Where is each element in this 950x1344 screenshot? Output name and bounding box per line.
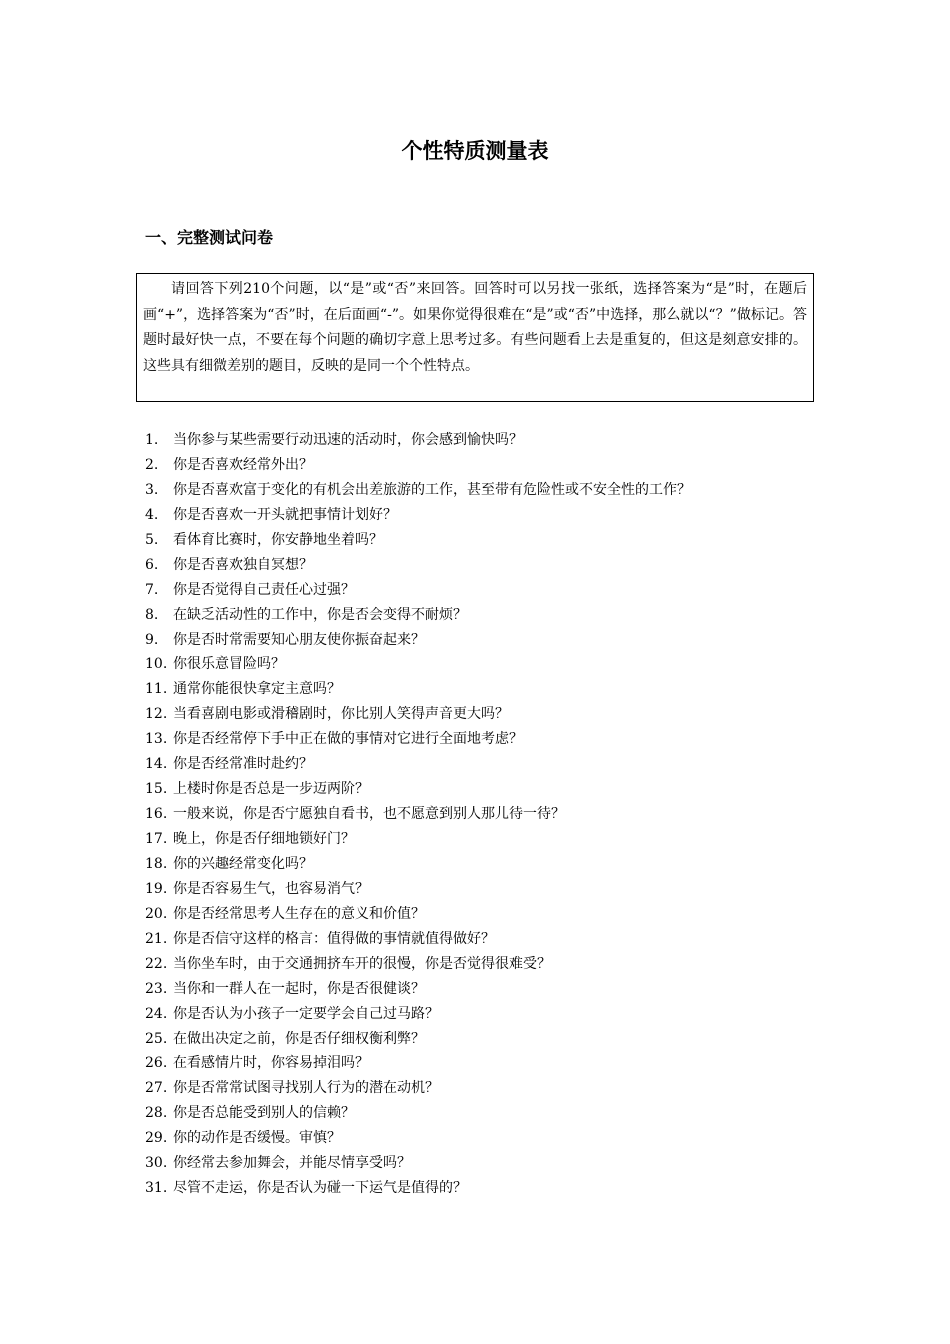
question-number: 17. xyxy=(145,831,168,847)
question-item xyxy=(145,902,825,927)
question-list xyxy=(145,428,825,1201)
question-number: 16. xyxy=(145,806,168,823)
question-item xyxy=(145,652,825,677)
question-item xyxy=(145,1027,825,1052)
question-text: 你是否总能受到别人的信赖？ xyxy=(173,1105,355,1122)
question-text: 上楼时你是否总是一步迈两阶？ xyxy=(173,781,369,798)
question-item xyxy=(145,1051,825,1076)
question-number: 8. xyxy=(145,606,159,623)
question-item xyxy=(145,1076,825,1101)
question-number: 10. xyxy=(145,656,168,673)
question-item xyxy=(145,852,825,877)
question-number: 12. xyxy=(145,706,168,723)
section-heading: 一、完整测试问卷 xyxy=(145,228,274,247)
question-text: 你是否喜欢一开头就把事情计划好？ xyxy=(173,506,397,523)
question-number: 2. xyxy=(145,456,159,473)
question-item xyxy=(145,802,825,827)
question-number: 28. xyxy=(145,1105,168,1122)
question-text: 在看感情片时，你容易掉泪吗？ xyxy=(173,1055,369,1072)
question-number: 14. xyxy=(145,756,168,773)
question-number: 24. xyxy=(145,1005,168,1022)
question-item xyxy=(145,628,825,653)
question-item xyxy=(145,503,825,528)
question-item xyxy=(145,927,825,952)
question-text: 你是否经常停下手中正在做的事情对它进行全面地考虑？ xyxy=(173,731,523,748)
question-number: 9. xyxy=(145,631,159,648)
question-item xyxy=(145,702,825,727)
question-item xyxy=(145,952,825,977)
question-text: 你的动作是否缓慢。审慎？ xyxy=(173,1130,341,1147)
question-item xyxy=(145,1176,825,1201)
question-text: 在缺乏活动性的工作中，你是否会变得不耐烦？ xyxy=(173,606,467,623)
question-item xyxy=(145,478,825,503)
question-item xyxy=(145,528,825,553)
question-number: 7. xyxy=(145,581,159,598)
question-text: 尽管不走运，你是否认为碰一下运气是值得的？ xyxy=(173,1180,467,1197)
question-item xyxy=(145,1101,825,1126)
question-number: 30. xyxy=(145,1155,168,1172)
question-text: 你是否经常思考人生存在的意义和价值？ xyxy=(173,905,425,922)
question-text: 当你和一群人在一起时，你是否很健谈？ xyxy=(173,980,425,997)
question-item xyxy=(145,578,825,603)
question-text: 你是否时常需要知心朋友使你振奋起来？ xyxy=(173,631,425,648)
question-number: 11. xyxy=(145,681,168,698)
question-item xyxy=(145,877,825,902)
question-text: 在做出决定之前，你是否仔细权衡利弊？ xyxy=(173,1030,425,1047)
question-number: 6. xyxy=(145,556,159,573)
question-text: 你是否常常试图寻找别人行为的潜在动机？ xyxy=(173,1080,439,1097)
question-item xyxy=(145,1002,825,1027)
question-text: 你经常去参加舞会，并能尽情享受吗？ xyxy=(173,1155,411,1172)
question-item xyxy=(145,977,825,1002)
question-number: 23. xyxy=(145,980,168,997)
question-text: 当看喜剧电影或滑稽剧时，你比别人笑得声音更大吗？ xyxy=(173,706,509,723)
question-number: 25. xyxy=(145,1030,168,1047)
question-number: 18. xyxy=(145,855,168,872)
question-item xyxy=(145,603,825,628)
question-text: 你很乐意冒险吗？ xyxy=(173,656,285,673)
question-number: 21. xyxy=(145,930,168,947)
question-item xyxy=(145,827,825,852)
question-item xyxy=(145,777,825,802)
question-item xyxy=(145,727,825,752)
question-item xyxy=(145,1126,825,1151)
instructions-box: 请回答下列210个问题，以“是”或“否”来回答。回答时可以另找一张纸，选择答案为“是”时，在题后画“+”，选择答案为“否”时，在后面画“-”。如果你觉得很难在“是”或“否”中选择，那么就以“？”做标记。答题时最好快一点，不要在每个问题的确切字意上思考过多。有些问题看上去是重复的，但这是刻意安排的。这些具有细微差别的题目，反映的是同一个个性特点。 xyxy=(136,273,814,402)
question-number: 31. xyxy=(145,1180,168,1197)
question-number: 26. xyxy=(145,1055,168,1072)
question-text: 看体育比赛时，你安静地坐着吗？ xyxy=(173,531,383,548)
question-text: 你是否认为小孩子一定要学会自己过马路？ xyxy=(173,1005,439,1022)
question-number: 15. xyxy=(145,781,168,798)
question-text: 通常你能很快拿定主意吗？ xyxy=(173,681,341,698)
question-text: 你是否信守这样的格言：值得做的事情就值得做好？ xyxy=(173,930,495,947)
question-item xyxy=(145,1151,825,1176)
question-number: 4. xyxy=(145,506,159,523)
question-text: 你是否喜欢经常外出？ xyxy=(173,456,313,473)
question-text: 你是否喜欢独自冥想？ xyxy=(173,556,313,573)
question-text: 你的兴趣经常变化吗？ xyxy=(173,855,313,872)
question-text: 你是否喜欢富于变化的有机会出差旅游的工作，甚至带有危险性或不安全性的工作？ xyxy=(173,481,691,498)
question-item xyxy=(145,752,825,777)
question-text: 当你参与某些需要行动迅速的活动时，你会感到愉快吗？ xyxy=(173,432,523,448)
question-number: 19. xyxy=(145,880,168,897)
question-item xyxy=(145,677,825,702)
page-title: 个性特质测量表 xyxy=(401,139,549,163)
question-text: 晚上，你是否仔细地锁好门？ xyxy=(173,831,355,847)
question-number: 13. xyxy=(145,731,168,748)
question-text: 你是否经常准时赴约？ xyxy=(173,756,313,773)
question-number: 20. xyxy=(145,905,168,922)
question-item xyxy=(145,553,825,578)
question-number: 1. xyxy=(145,432,159,448)
question-number: 3. xyxy=(145,481,159,498)
question-text: 一般来说，你是否宁愿独自看书，也不愿意到别人那儿待一待？ xyxy=(173,806,565,823)
question-text: 你是否觉得自己责任心过强？ xyxy=(173,581,355,598)
question-number: 27. xyxy=(145,1080,168,1097)
question-number: 5. xyxy=(145,531,159,548)
question-item xyxy=(145,453,825,478)
question-item xyxy=(145,428,825,453)
question-number: 29. xyxy=(145,1130,168,1147)
question-text: 你是否容易生气，也容易消气？ xyxy=(173,880,369,897)
question-text: 当你坐车时，由于交通拥挤车开的很慢，你是否觉得很难受？ xyxy=(173,955,551,972)
question-number: 22. xyxy=(145,955,168,972)
